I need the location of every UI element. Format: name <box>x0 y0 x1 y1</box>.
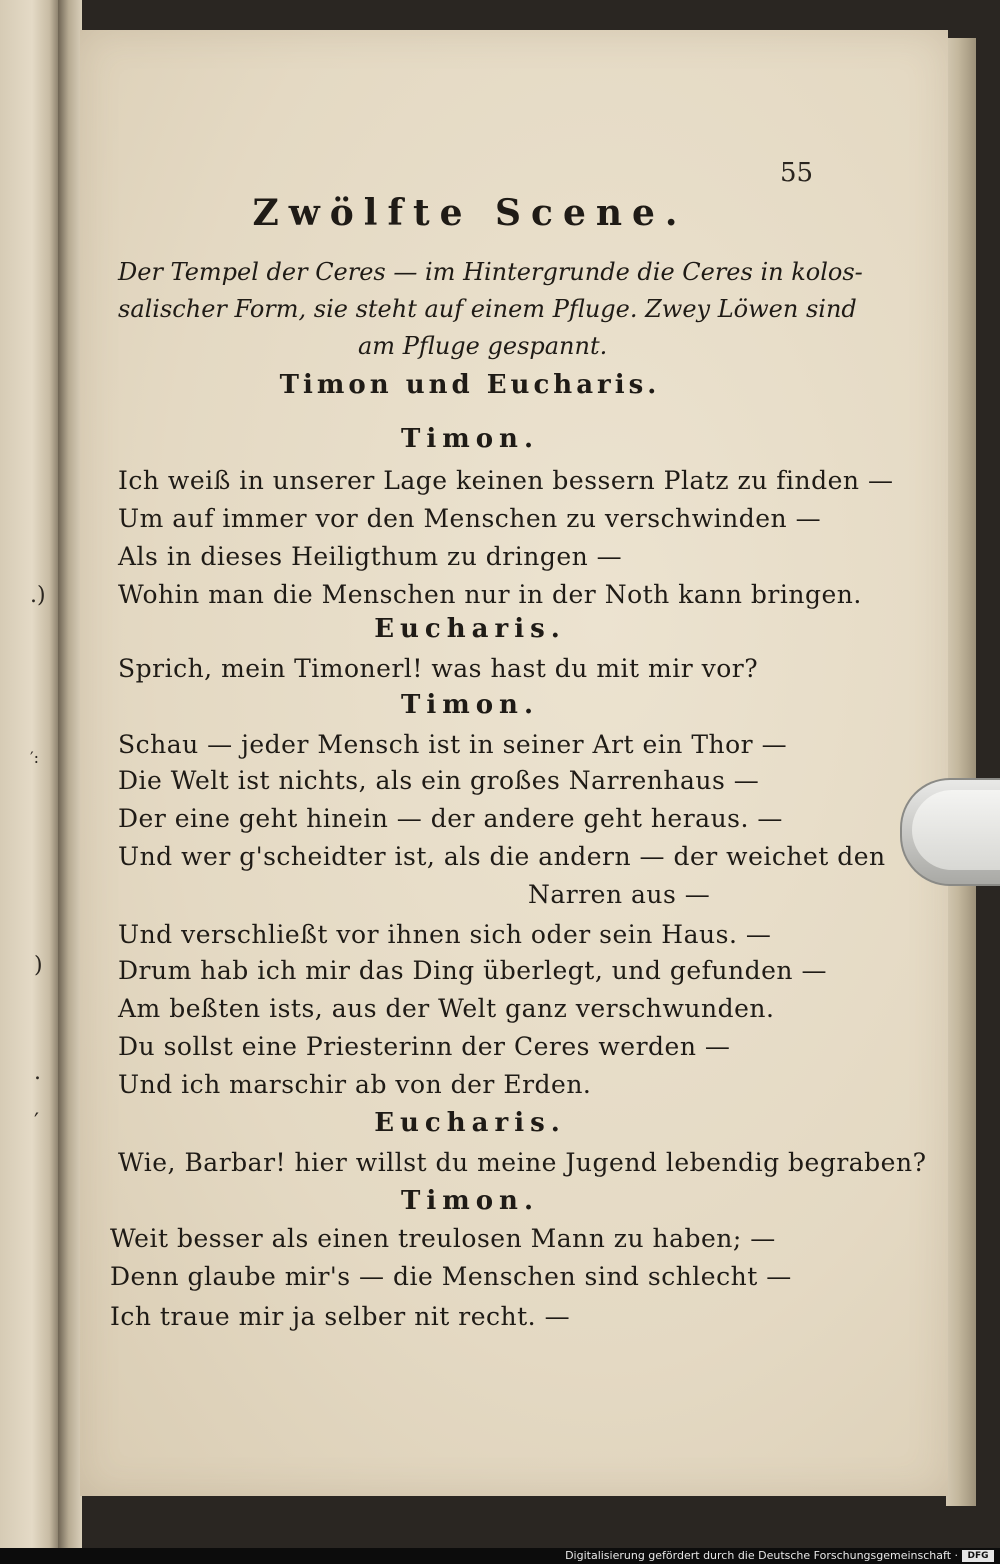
verse-line: Denn glaube mir's — die Menschen sind schlecht — <box>110 1262 792 1291</box>
stage-direction-line: Der Tempel der Ceres — im Hintergrunde die Ceres in kolos- <box>118 258 863 286</box>
left-page-mark: ′ <box>34 1110 39 1135</box>
verse-line: Wie, Barbar! hier willst du meine Jugend lebendig begraben? <box>118 1148 927 1177</box>
stage-direction-line: salischer Form, sie steht auf einem Pfluge. Zwey Löwen sind <box>118 295 857 323</box>
verse-line: Ich weiß in unserer Lage keinen bessern Platz zu finden — <box>118 466 894 495</box>
verse-line: Schau — jeder Mensch ist in seiner Art ein Thor — <box>118 730 788 759</box>
speaker-name: Eucharis. <box>374 614 566 644</box>
verse-line: Ich traue mir ja selber nit recht. — <box>110 1302 571 1331</box>
left-page-mark: .) <box>30 583 46 608</box>
verse-line: Drum hab ich mir das Ding überlegt, und gefunden — <box>118 956 827 985</box>
footer-credit: Digitalisierung gefördert durch die Deutsche Forschungsgemeinschaft · <box>565 1549 958 1562</box>
speaker-name: Timon. <box>400 690 540 720</box>
speaker-name: Timon. <box>400 1186 540 1216</box>
speaker-name: Eucharis. <box>374 1108 566 1138</box>
verse-line: Narren aus — <box>528 880 711 909</box>
verse-line: Die Welt ist nichts, als ein großes Narrenhaus — <box>118 766 760 795</box>
left-page-mark: ) <box>34 953 43 978</box>
verse-line: Als in dieses Heiligthum zu dringen — <box>118 542 623 571</box>
dfg-logo-icon: DFG <box>962 1550 994 1562</box>
verse-line: Und ich marschir ab von der Erden. <box>118 1070 592 1099</box>
verse-line: Sprich, mein Timonerl! was hast du mit mir vor? <box>118 654 759 683</box>
verse-line: Wohin man die Menschen nur in der Noth kann bringen. <box>118 580 862 609</box>
verse-line: Am beßten ists, aus der Welt ganz verschwunden. <box>118 994 775 1023</box>
left-page-mark: . <box>34 1060 41 1085</box>
speaker-name: Timon. <box>400 424 540 454</box>
page-number: 55 <box>780 158 814 188</box>
verse-line: Um auf immer vor den Menschen zu verschwinden — <box>118 504 822 533</box>
verse-line: Weit besser als einen treulosen Mann zu haben; — <box>110 1224 776 1253</box>
stage-direction-line: am Pfluge gespannt. <box>358 332 608 360</box>
verse-line: Und verschließt vor ihnen sich oder sein Haus. — <box>118 920 772 949</box>
verse-line: Der eine geht hinein — der andere geht heraus. — <box>118 804 783 833</box>
verse-line: Und wer g'scheidter ist, als die andern — der weichet den <box>118 842 886 871</box>
left-page-mark: ′: <box>30 748 40 767</box>
scene-title: Zwölfte Scene. <box>252 192 688 234</box>
verse-line: Du sollst eine Priesterinn der Ceres werden — <box>118 1032 731 1061</box>
characters-heading: Timon und Eucharis. <box>279 370 661 400</box>
